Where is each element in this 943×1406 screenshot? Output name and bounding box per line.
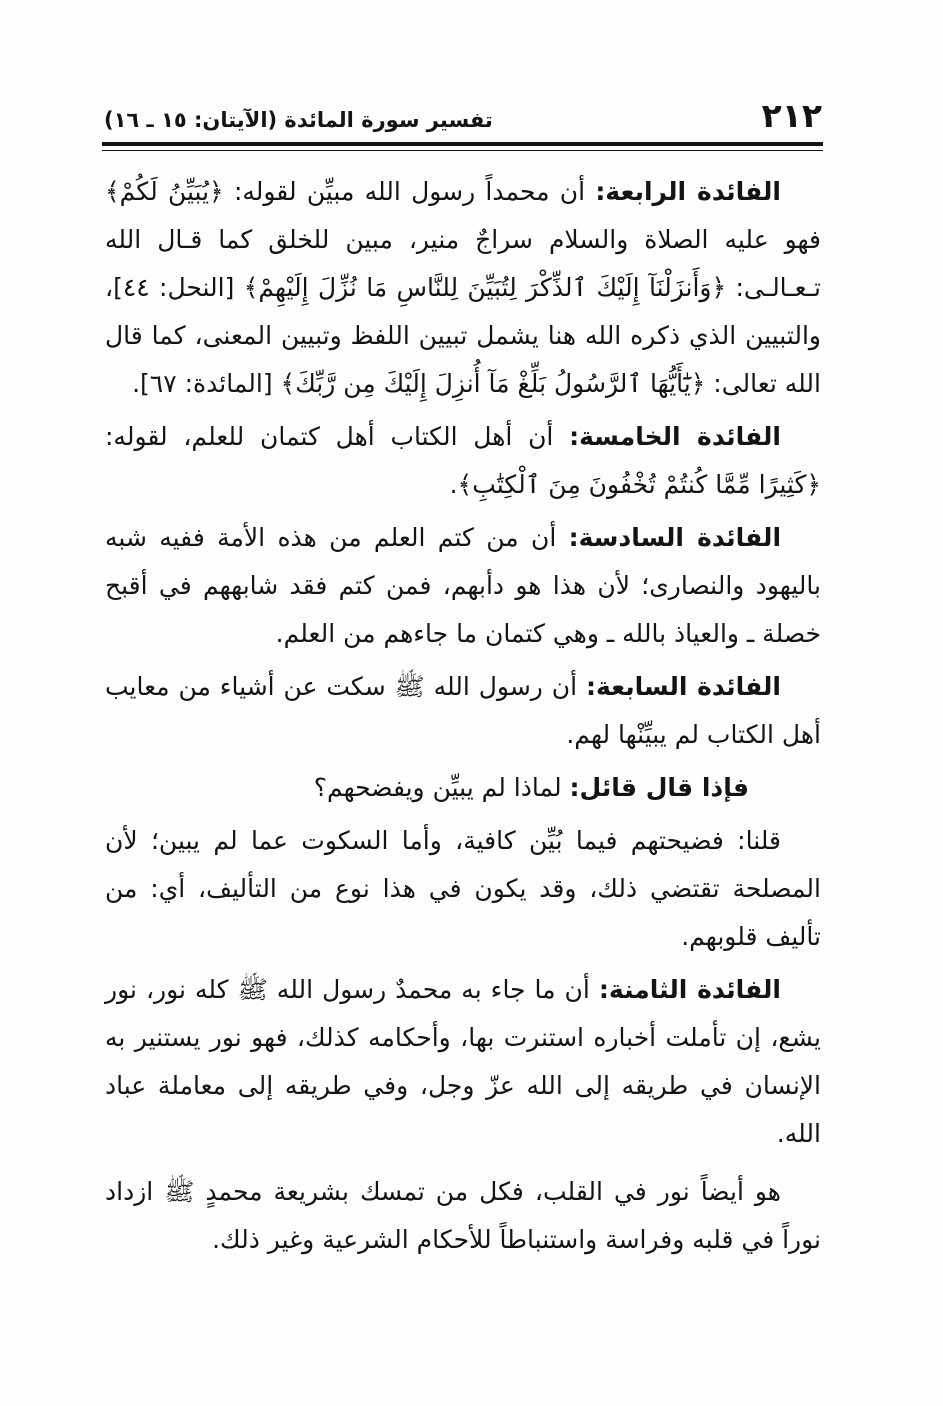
running-head: [104, 90, 822, 136]
paragraph-label: الفائدة الخامسة:: [569, 422, 781, 451]
paragraph-text: أن رسول الله ﷺ سكت عن أشياء من معايب أهل الكتاب لم يبيِّنْها لهم.: [105, 672, 821, 749]
benefit-fourth-paragraph: [105, 168, 821, 408]
paragraph-label: الفائدة السادسة:: [568, 523, 782, 552]
paragraph-text: هو أيضاً نور في القلب، فكل من تمسك بشريعة محمدٍ ﷺ ازداد نوراً في قلبه وفراسة واستنباطاً للأحكام الشرعية وغير ذلك.: [105, 1177, 821, 1254]
paragraph-text: .: [449, 470, 458, 499]
header-rule-thick: [102, 142, 823, 146]
paragraph-text: قلنا: فضيحتهم فيما بُيِّن كافية، وأما السكوت عما لم يبين؛ لأن المصلحة تقتضي ذلك، وقد يكون في هذا نوع من التأليف، أي: من تأليف قلوبهم.: [105, 826, 821, 951]
verse-citation: [المائدة: ٦٧].: [132, 369, 273, 398]
paragraph-text: أن من كتم العلم من هذه الأمة ففيه شبه باليهود والنصارى؛ لأن هذا هو دأبهم، فمن كتم فقد شابههم في أقبح خصلة ـ والعياذ بالله ـ وهي كتمان ما جاءهم من العلم.: [105, 523, 821, 648]
objection-paragraph: [105, 764, 821, 812]
paragraph-text: لماذا لم يبيِّن ويفضحهم؟: [313, 773, 562, 802]
paragraph-label: الفائدة الثامنة:: [598, 975, 781, 1004]
quran-verse: ﴿يَٰٓأَيُّهَا ٱلرَّسُولُ بَلِّغْ مَآ أُنزِلَ إِلَيْكَ مِن رَّبِّكَ﴾: [280, 369, 706, 398]
page-body: [105, 168, 821, 1269]
paragraph-text: أن ما جاء به محمدٌ رسول الله ﷺ كله نور، نور يشع، إن تأملت أخباره استنرت بها، وأحكامه كذلك، فهو نور يستنير به الإنسان في طريقه إلى الله عزّ وجل، وفي طريقه إلى معاملة عباد الله.: [105, 975, 821, 1148]
reply-paragraph: [105, 817, 821, 961]
paragraph-text: فهو عليه الصلاة والسلام سراجٌ منير، مبين للخلق كما قـال الله تـعـالـى:: [105, 225, 821, 302]
benefit-fifth-paragraph: [105, 413, 821, 509]
paragraph-label: الفائدة السابعة:: [585, 672, 782, 701]
running-title: تفسير سورة المائدة (الآيتان: ١٥ ـ ١٦): [104, 108, 493, 132]
paragraph-text: أن أهل الكتاب أهل كتمان للعلم، لقوله:: [105, 422, 554, 451]
benefit-seventh-paragraph: [105, 663, 821, 759]
paragraph-text: [النحل: ٤٤]، والتبيين الذي ذكره الله هنا يشمل تبيين اللفظ وتبيين المعنى، كما قال الله تعالى:: [105, 273, 821, 398]
quran-verse: ﴿كَثِيرًا مِّمَّا كُنتُمْ تُخْفُونَ مِنَ ٱلْكِتَٰبِ﴾: [457, 470, 821, 499]
page-number: ٢١٢: [761, 96, 822, 135]
header-rule-thin: [102, 150, 823, 151]
paragraph-label: فإذا قال قائل:: [569, 773, 749, 802]
benefit-eighth-paragraph: [105, 966, 821, 1158]
benefit-sixth-paragraph: [105, 514, 821, 658]
quran-verse: ﴿يُبَيِّنُ لَكُمْ﴾: [105, 177, 224, 206]
closing-paragraph: [105, 1168, 821, 1264]
paragraph-label: الفائدة الرابعة:: [595, 177, 781, 206]
paragraph-text: أن محمداً رسول الله مبيِّن لقوله:: [233, 177, 586, 206]
quran-verse: ﴿وَأَنزَلْنَآ إِلَيْكَ ٱلذِّكْرَ لِتُبَيِّنَ لِلنَّاسِ مَا نُزِّلَ إِلَيْهِمْ﴾: [243, 273, 727, 302]
